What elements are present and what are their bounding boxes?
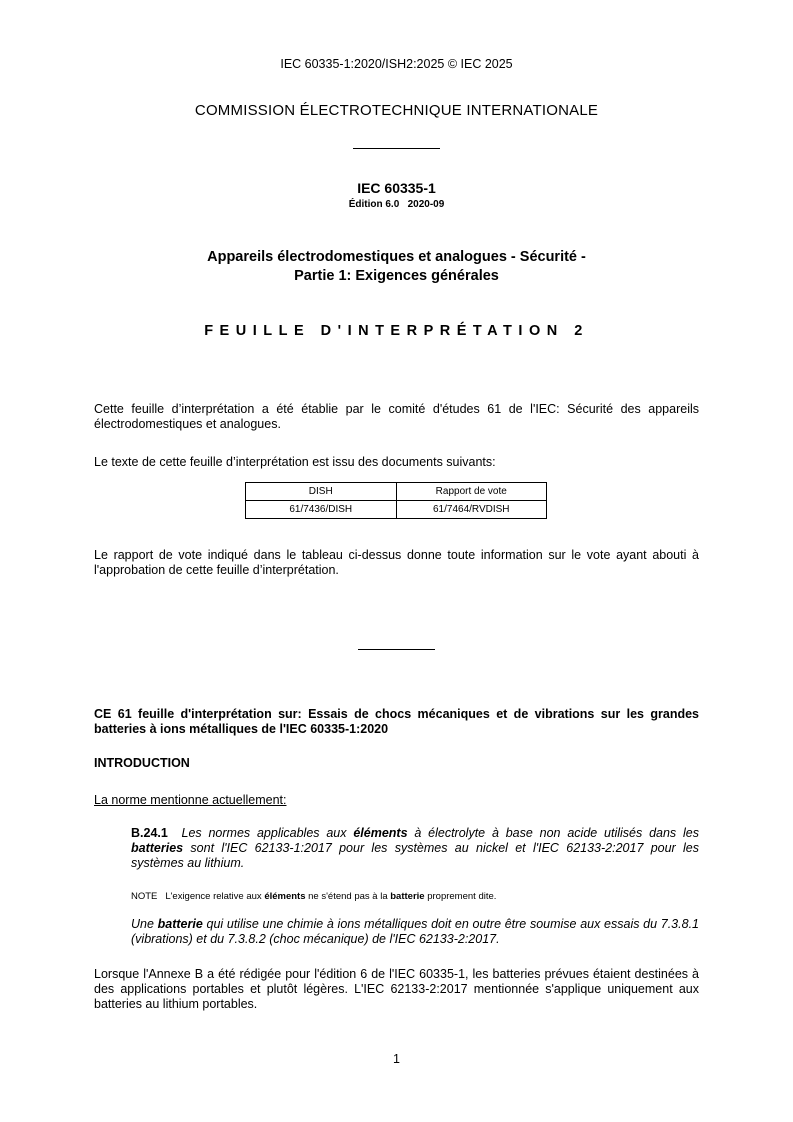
note-label: NOTE xyxy=(131,891,158,902)
defined-term: batterie xyxy=(390,891,425,902)
intro-paragraph-2: Le texte de cette feuille d’interprétation est issu des documents suivants: xyxy=(94,455,496,469)
clause-text: Une xyxy=(131,917,154,931)
header-reference: IEC 60335-1:2020/ISH2:2025 © IEC 2025 xyxy=(280,57,513,71)
clause-text: à électrolyte à base non acide utilisés dans les xyxy=(414,826,699,840)
divider-top xyxy=(353,148,440,149)
clause-b24-1 xyxy=(131,826,699,871)
clause-number: B.24.1 xyxy=(131,826,168,840)
table-row xyxy=(246,501,547,519)
title-line-1: Appareils électrodomestiques et analogues - Sécurité - xyxy=(207,249,586,265)
table-header-cell: DISH xyxy=(246,483,397,501)
note-text: proprement dite. xyxy=(427,891,497,902)
table-header-cell: Rapport de vote xyxy=(396,483,547,501)
sheet-title: FEUILLE D'INTERPRÉTATION 2 xyxy=(204,323,589,339)
closing-paragraph: Lorsque l'Annexe B a été rédigée pour l'édition 6 de l'IEC 60335-1, les batteries prévues étaient destinées à des applications portables et plutôt légères. L'IEC 62133-2:2017 mentionnée s'applique uniquement aux batteries au lithium portables. xyxy=(94,967,699,1011)
intro-paragraph-1: Cette feuille d’interprétation a été établie par le comité d'études 61 de l'IEC: Sécurité des appareils électrodomestiques et analogues. xyxy=(94,402,699,431)
page-number: 1 xyxy=(393,1052,400,1066)
edition-line: Édition 6.0 2020-09 xyxy=(348,199,445,210)
defined-term: éléments xyxy=(353,826,408,840)
title-line-2: Partie 1: Exigences générales xyxy=(294,268,499,284)
note-text: L'exigence relative aux xyxy=(165,891,262,902)
clause-text: Les normes applicables aux xyxy=(181,826,347,840)
clause-text: qui utilise une chimie à ions métalliques doit en outre être soumise aux essais du 7.3.8.1 (vibrations) et du 7.3.8.2 (choc mécanique) de l'IEC 62133-2:2017. xyxy=(131,917,699,946)
table-cell: 61/7436/DISH xyxy=(246,501,397,519)
note-text: ne s'étend pas à la xyxy=(308,891,388,902)
section-heading: INTRODUCTION xyxy=(94,756,190,770)
intro-paragraph-3: Le rapport de vote indiqué dans le tableau ci-dessus donne toute information sur le vote ayant abouti à l'approbation de cette feuille d’interprétation. xyxy=(94,548,699,577)
clause-b24-1-continued xyxy=(131,917,699,947)
subject-heading: CE 61 feuille d'interprétation sur: Essais de chocs mécaniques et de vibrations sur les grandes batteries à ions métalliques de l'IEC 60335-1:2020 xyxy=(94,707,699,736)
standard-number: IEC 60335-1 xyxy=(357,180,436,196)
defined-term: batterie xyxy=(157,917,203,931)
documents-table xyxy=(245,482,547,519)
defined-term: batteries xyxy=(131,841,184,855)
table-header-row xyxy=(246,483,547,501)
divider-middle xyxy=(358,649,435,650)
currently-states-label: La norme mentionne actuellement: xyxy=(94,793,287,807)
table-cell: 61/7464/RVDISH xyxy=(396,501,547,519)
clause-text: sont l'IEC 62133-1:2017 pour les systèmes au nickel et l'IEC 62133-2:2017 pour les systèmes au lithium. xyxy=(131,841,699,870)
clause-note xyxy=(131,891,496,902)
defined-term: éléments xyxy=(264,891,306,902)
organization-name: COMMISSION ÉLECTROTECHNIQUE INTERNATIONALE xyxy=(194,102,599,119)
